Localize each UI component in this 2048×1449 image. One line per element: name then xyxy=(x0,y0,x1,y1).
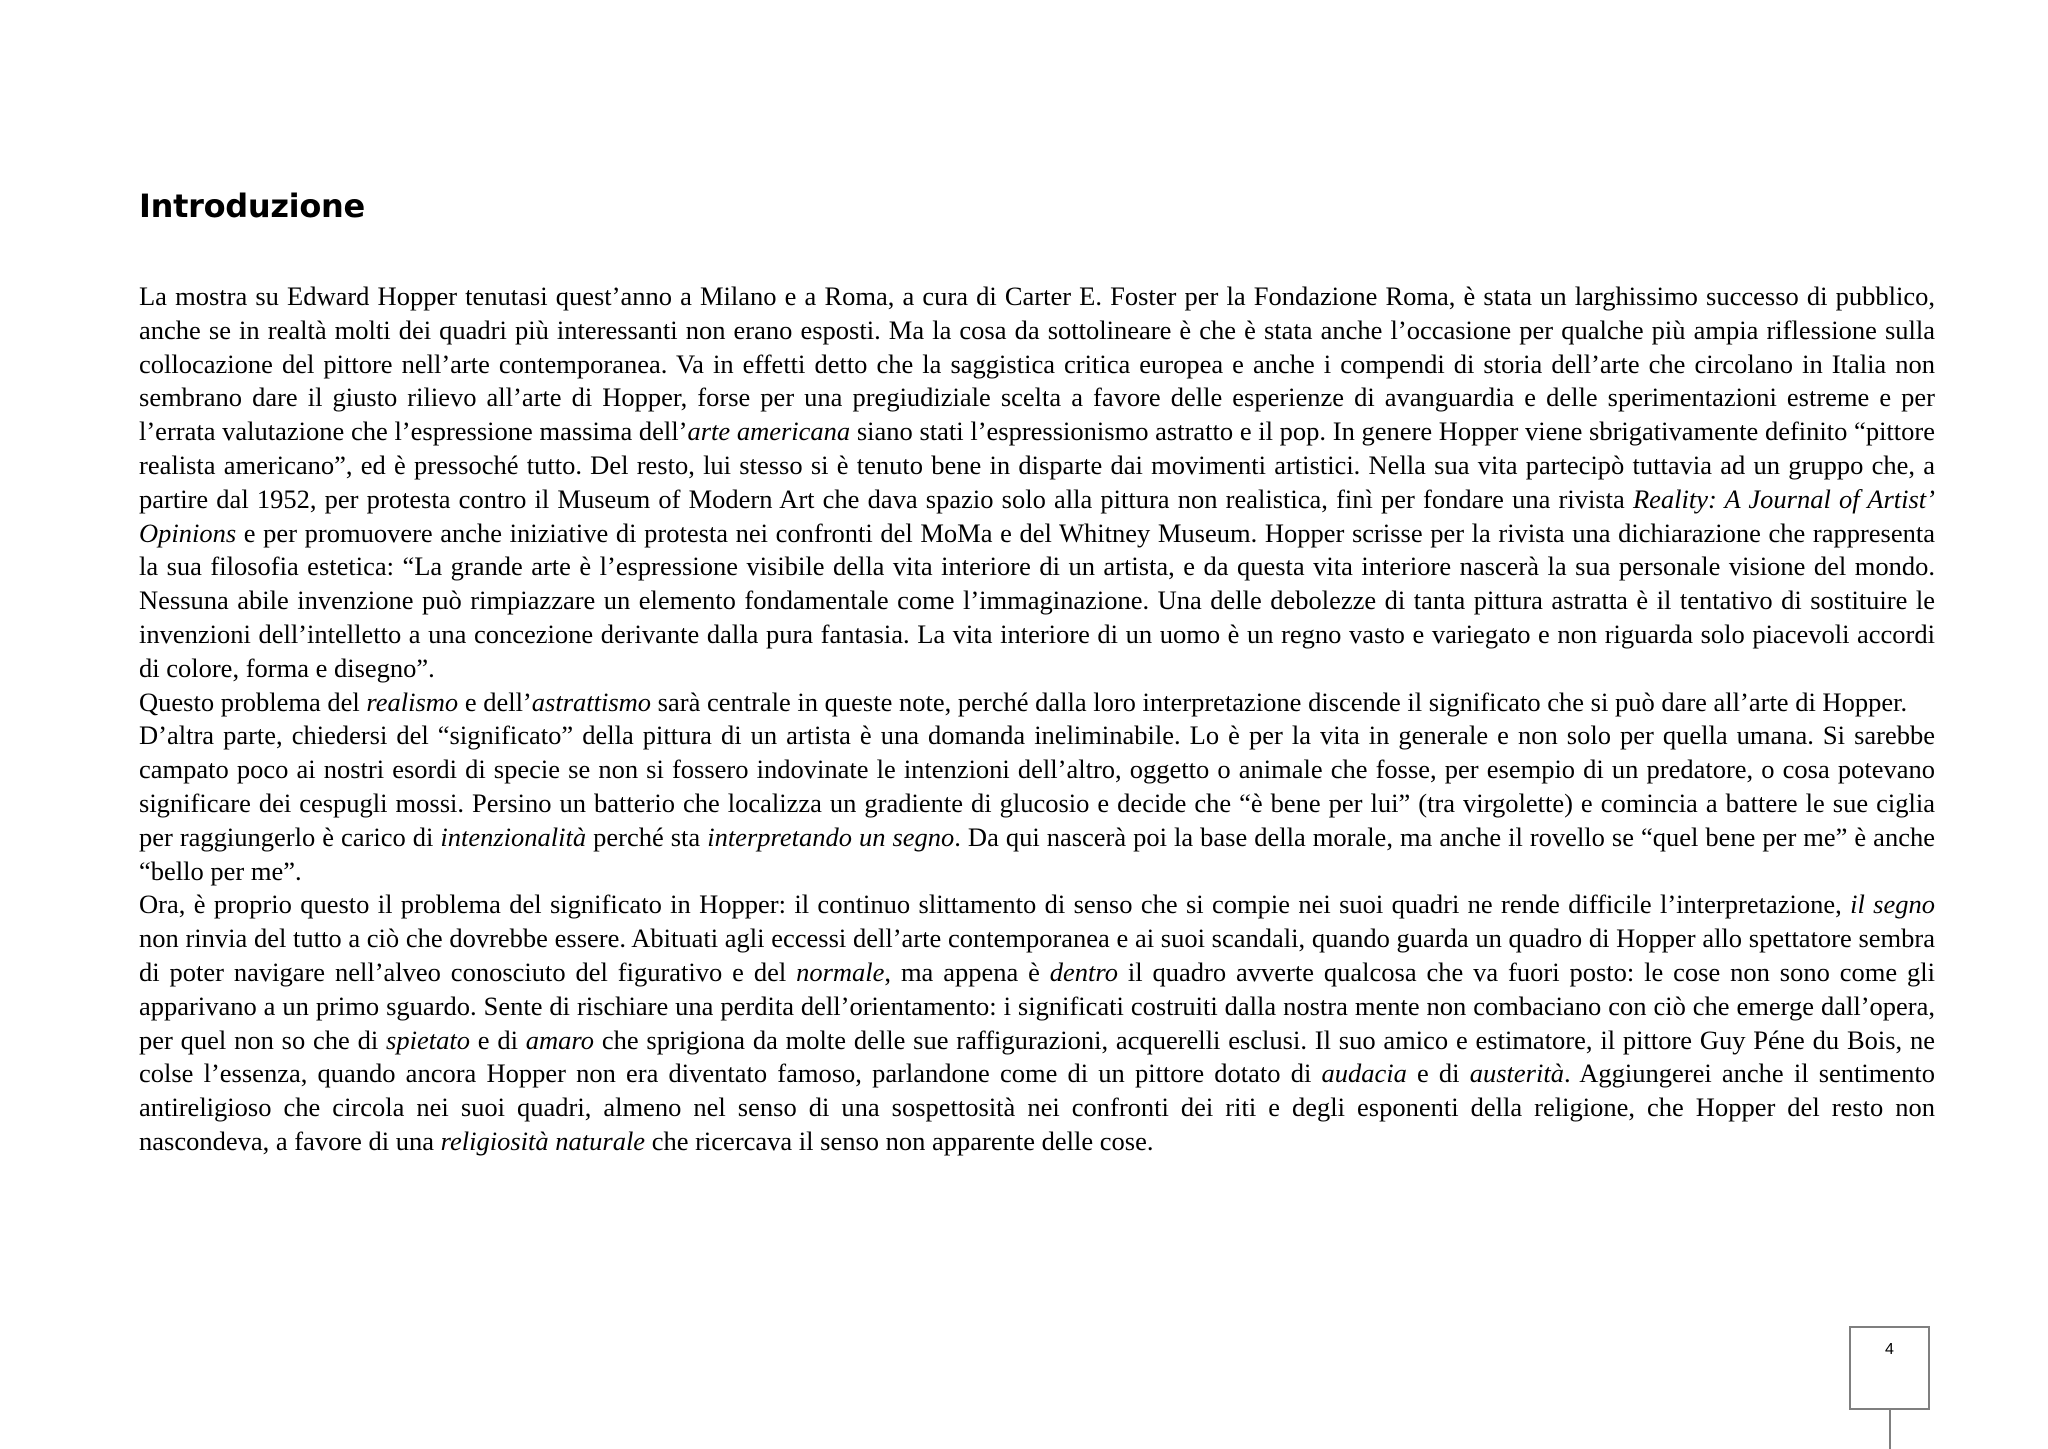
paragraph xyxy=(139,888,1935,1158)
text-run: perché sta xyxy=(586,821,708,852)
text-run: che ricercava il senso non apparente delle cose. xyxy=(645,1125,1154,1156)
italic-run: il segno xyxy=(1850,889,1935,920)
text-run: non rinvia del tutto a ciò che dovrebbe essere. Abituati agli eccessi dell’arte contemporanea e ai suoi scandali, quando guarda un quadro di Hopper allo spettatore sembra di poter navigare nell’alveo conosciuto del figurativo e del xyxy=(139,923,1935,987)
page-number: 4 xyxy=(1885,1341,1894,1358)
italic-run: austerità xyxy=(1469,1058,1564,1089)
italic-run: dentro xyxy=(1049,956,1119,987)
italic-run: normale xyxy=(796,956,885,987)
italic-run: amaro xyxy=(525,1024,595,1055)
text-run: che sprigiona da molte delle sue raffigurazioni, acquerelli esclusi. Il suo amico e estimatore, il pittore Guy Péne du Bois, ne colse l’essenza, quando ancora Hopper non era diventato famoso, parlandone come di un pittore dotato di xyxy=(139,1024,1935,1089)
text-run: La mostra su Edward Hopper tenutasi quest’anno a Milano e a Roma, a cura di Carter E. Foster per la Fondazione Roma, è stata un larghissimo successo di pubblico, anche se in realtà molti dei quadri più interessanti non erano esposti. Ma la cosa da sottolineare è che è stata anche l’occasione per qualche più ampia riflessione sulla collocazione del pittore nell’arte contemporanea. Va in effetti detto che la saggistica critica europea e anche i compendi di storia dell’arte che circolano in Italia non sembrano dare il giusto rilievo all’arte di Hopper, forse per una pregiudiziale scelta a favore delle esperienze di avanguardia e delle sperimentazioni estreme e per l’errata valutazione che l’espressione massima dell’ xyxy=(139,281,1935,447)
text-run: . Da qui nascerà poi la base della morale, ma anche il rovello se “quel bene per me” è anche “bello per me”. xyxy=(139,821,1935,886)
italic-run: intenzionalità xyxy=(440,821,587,852)
text-run: e per promuovere anche iniziative di protesta nei confronti del MoMa e del Whitney Museum. Hopper scrisse per la rivista una dichiarazione che rappresenta la sua filosofia estetica: “La grande arte è l’espressione visibile della vita interiore di un artista, e da questa vita interiore nascerà la sua personale visione del mondo. Nessuna abile invenzione può rimpiazzare un elemento fondamentale come l’immaginazione. Una delle debolezze di tanta pittura astratta è il tentativo di sostituire le invenzioni dell’intelletto a una concezione derivante dalla pura fantasia. La vita interiore di un uomo è un regno vasto e variegato e non riguarda solo piacevoli accordi di colore, forma e disegno”. xyxy=(139,517,1935,683)
paragraph xyxy=(139,686,1935,720)
italic-run: Reality: A Journal of Artist’ Opinions xyxy=(139,483,1935,548)
page-number-rule xyxy=(1889,1410,1891,1449)
text-run: Ora, è proprio questo il problema del significato in Hopper: il continuo slittamento di senso che si compie nei suoi quadri ne rende difficile l’interpretazione, xyxy=(139,889,1851,920)
italic-run: spietato xyxy=(386,1024,470,1055)
paragraph xyxy=(139,280,1935,686)
text-run: sarà centrale in queste note, perché dalla loro interpretazione discende il significato che si può dare all’arte di Hopper. xyxy=(651,686,1908,717)
italic-run: audacia xyxy=(1321,1058,1407,1089)
italic-run: religiosità naturale xyxy=(440,1125,646,1156)
text-run: Questo problema del xyxy=(139,686,367,717)
text-run: D’altra parte, chiedersi del “significato” della pittura di un artista è una domanda ineliminabile. Lo è per la vita in generale e non solo per quella umana. Si sarebbe campato poco ai nostri esordi di specie se non si fossero indovinate le intenzioni dell’altro, oggetto o animale che fosse, per esempio di un predatore, o cosa potevano significare dei cespugli mossi. Persino un batterio che localizza un gradiente di glucosio e decide che “è bene per lui” (tra virgolette) e comincia a battere le sue ciglia per raggiungerlo è carico di xyxy=(139,720,1935,852)
text-run: e di xyxy=(469,1024,526,1055)
paragraph xyxy=(139,719,1935,888)
text-run: . Aggiungerei anche il sentimento antireligioso che circola nei suoi quadri, almeno nel senso di una sospettosità nei confronti dei riti e degli esponenti della religione, che Hopper del resto non nascondeva, a favore di una xyxy=(139,1058,1936,1156)
text-run: siano stati l’espressionismo astratto e il pop. In genere Hopper viene sbrigativamente definito “pittore realista americano”, ed è pressoché tutto. Del resto, lui stesso si è tenuto bene in disparte dai movimenti artistici. Nella sua vita partecipò tuttavia ad un gruppo che, a partire dal 1952, per protesta contro il Museum of Modern Art che dava spazio solo alla pittura non realistica, finì per fondare una rivista xyxy=(139,416,1935,514)
text-run: , ma appena è xyxy=(884,956,1050,987)
italic-run: arte americana xyxy=(687,416,851,447)
text-run: e di xyxy=(1406,1058,1470,1089)
text-run: il quadro avverte qualcosa che va fuori posto: le cose non sono come gli apparivano a un primo sguardo. Sente di rischiare una perdita dell’orientamento: i significati costruiti dalla nostra mente non combaciano con ciò che emerge dall’opera, per quel non so che di xyxy=(139,956,1935,1055)
body-text xyxy=(139,280,1935,1159)
page-number-box xyxy=(1849,1326,1930,1410)
italic-run: interpretando un segno xyxy=(707,821,955,852)
text-run: e dell’ xyxy=(458,686,532,717)
italic-run: realismo xyxy=(366,686,459,717)
italic-run: astrattismo xyxy=(531,686,652,717)
page-heading: Introduzione xyxy=(139,187,365,225)
